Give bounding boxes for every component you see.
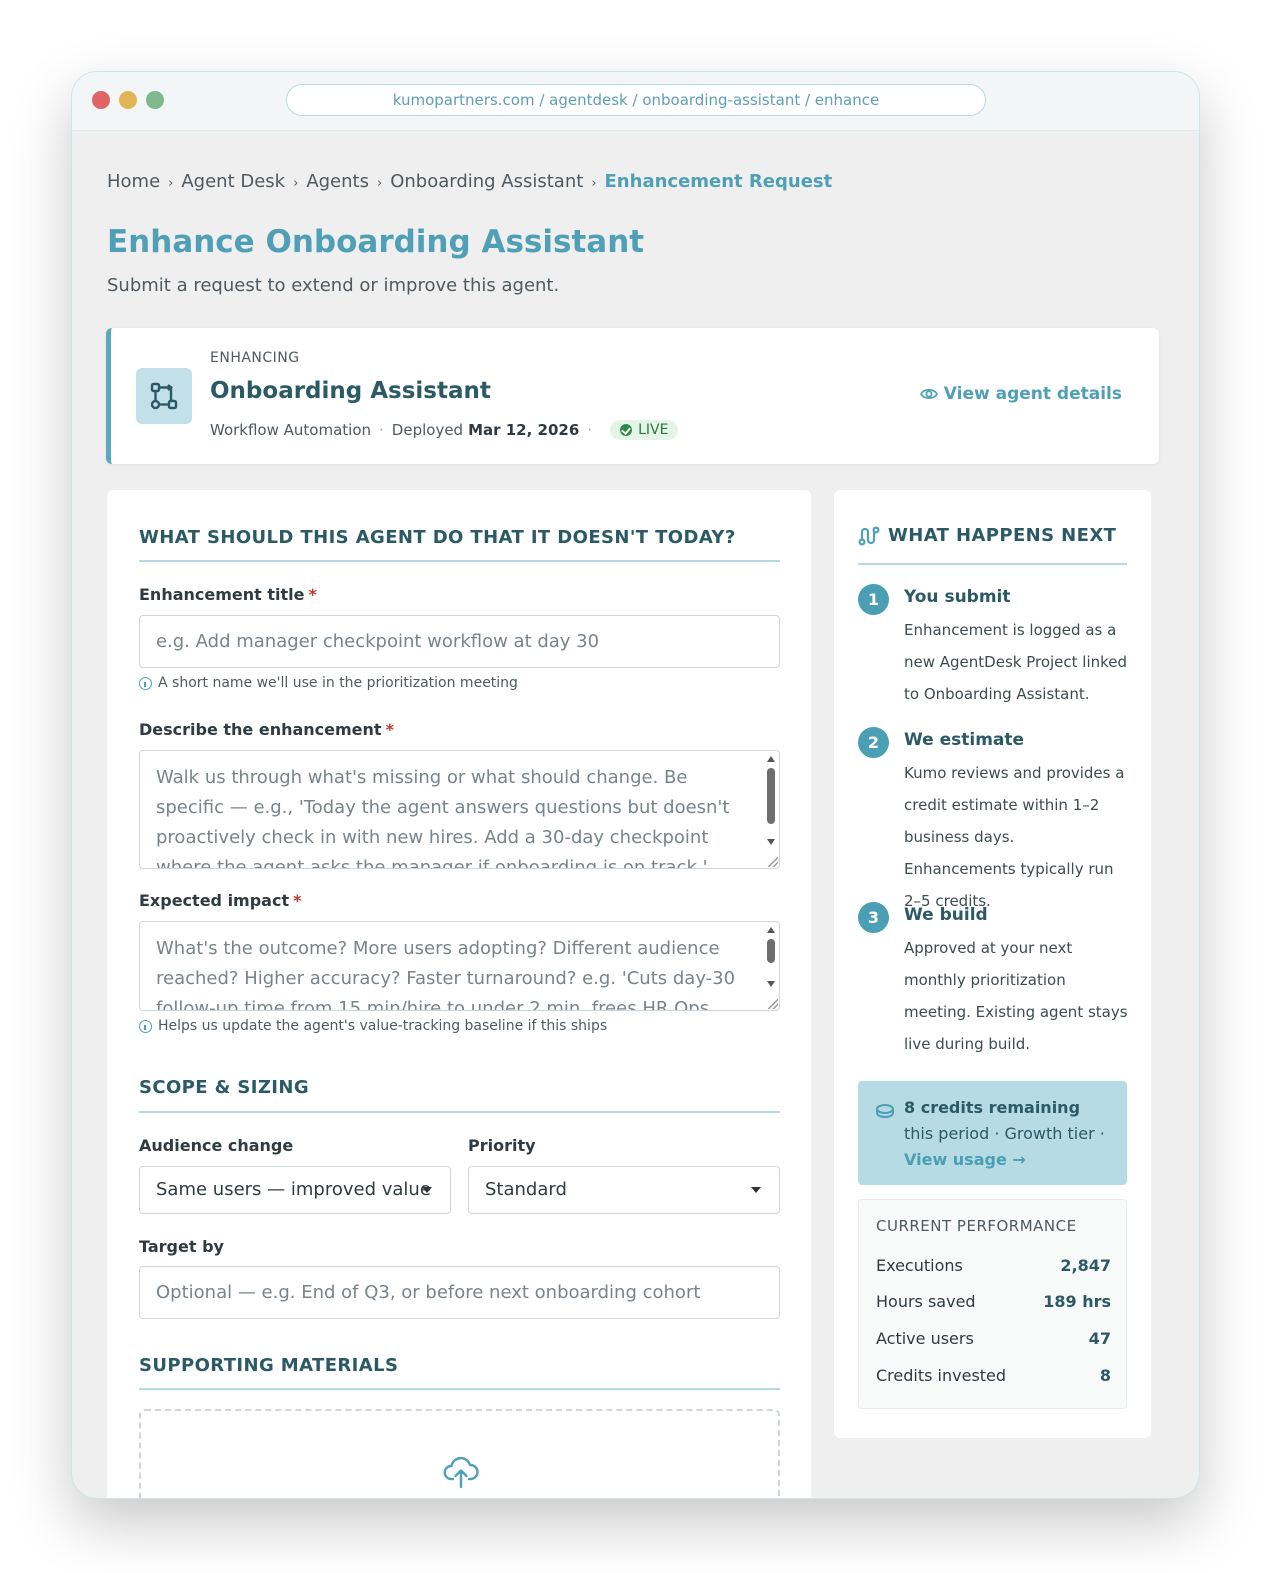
step-description: Approved at your next monthly prioritization meeting. Existing agent stays live during build. — [904, 939, 1128, 1053]
credits-period: this period · Growth tier · — [904, 1124, 1105, 1143]
file-dropzone[interactable] — [139, 1409, 780, 1499]
route-icon — [858, 526, 880, 546]
eye-icon — [920, 387, 938, 401]
enhancement-title-input[interactable] — [139, 615, 780, 668]
chevron-down-icon — [422, 1187, 432, 1193]
section-title-materials: SUPPORTING MATERIALS — [139, 1355, 399, 1376]
performance-row: Active users 47 — [876, 1329, 1111, 1348]
breadcrumb-separator: › — [376, 176, 383, 191]
view-usage-link[interactable]: View usage → — [904, 1150, 1026, 1169]
maximize-window-button[interactable] — [146, 91, 164, 109]
enhancement-title-hint: A short name we'll use in the prioritization meeting — [139, 675, 518, 691]
agent-category: Workflow Automation — [210, 421, 372, 439]
side-panel-title — [858, 525, 1116, 546]
impact-scrollbar[interactable] — [764, 923, 778, 1009]
step-title: We estimate — [904, 730, 1025, 750]
meta-separator: · — [587, 421, 593, 439]
section-divider — [139, 1111, 780, 1113]
coins-icon — [875, 1103, 895, 1119]
browser-titlebar — [72, 72, 1199, 131]
expected-impact-wrapper — [139, 921, 780, 1011]
view-agent-details-link[interactable] — [920, 384, 1122, 404]
cloud-upload-icon — [443, 1455, 479, 1489]
step-description: Enhancement is logged as a new AgentDesk Project linked to Onboarding Assistant. — [904, 621, 1128, 703]
page-title: Enhance Onboarding Assistant — [107, 224, 645, 260]
deployed-date: Mar 12, 2026 — [468, 421, 580, 439]
current-performance-panel — [858, 1199, 1127, 1409]
check-circle-icon — [620, 424, 632, 436]
step-number: 3 — [858, 902, 889, 933]
audience-change-select[interactable] — [139, 1166, 451, 1214]
page-content — [72, 130, 1199, 1498]
workflow-icon — [136, 368, 192, 424]
expected-impact-hint: Helps us update the agent's value-tracking baseline if this ships — [139, 1018, 607, 1034]
minimize-window-button[interactable] — [119, 91, 137, 109]
resize-handle[interactable] — [768, 999, 778, 1009]
priority-value: Standard — [485, 1179, 567, 1200]
section-divider — [139, 560, 780, 562]
performance-row: Hours saved 189 hrs — [876, 1292, 1111, 1311]
agent-summary-card — [106, 328, 1159, 464]
priority-select[interactable] — [468, 1166, 780, 1214]
info-icon — [139, 1020, 152, 1033]
info-icon — [139, 677, 152, 690]
breadcrumb-onboarding-assistant[interactable]: Onboarding Assistant — [390, 171, 584, 192]
expected-impact-label: Expected impact * — [139, 891, 302, 910]
enhancement-title-label: Enhancement title * — [139, 585, 317, 604]
section-divider — [858, 563, 1127, 565]
meta-separator: · — [379, 421, 384, 439]
what-happens-next-panel — [834, 490, 1151, 1438]
describe-enhancement-wrapper — [139, 750, 780, 869]
performance-row: Executions 2,847 — [876, 1256, 1111, 1275]
step-number: 2 — [858, 727, 889, 758]
chevron-down-icon — [751, 1187, 761, 1193]
section-title-what: WHAT SHOULD THIS AGENT DO THAT IT DOESN'T TODAY? — [139, 527, 736, 548]
status-badge — [610, 420, 678, 440]
priority-label: Priority — [468, 1136, 536, 1155]
deployed-label: Deployed — [391, 421, 464, 439]
browser-window — [71, 71, 1200, 1499]
target-by-label: Target by — [139, 1237, 224, 1256]
page-subtitle: Submit a request to extend or improve this agent. — [107, 275, 560, 296]
performance-row: Credits invested 8 — [876, 1366, 1111, 1385]
expected-impact-textarea[interactable] — [139, 921, 780, 1011]
agent-meta — [210, 420, 678, 440]
address-bar[interactable]: kumopartners.com / agentdesk / onboarding-assistant / enhance — [286, 84, 986, 116]
agent-name: Onboarding Assistant — [210, 378, 491, 404]
step-number: 1 — [858, 584, 889, 615]
step-description: Kumo reviews and provides a credit estimate within 1–2 business days. Enhancements typically run 2–5 credits. — [904, 764, 1125, 910]
breadcrumb — [107, 171, 832, 192]
section-divider — [139, 1388, 780, 1390]
credits-amount: 8 credits remaining — [904, 1098, 1081, 1117]
breadcrumb-separator: › — [168, 176, 174, 191]
audience-change-value: Same users — improved value — [156, 1179, 431, 1200]
side-panel-title-label: WHAT HAPPENS NEXT — [888, 525, 1117, 546]
resize-handle[interactable] — [768, 857, 778, 867]
enhancement-form — [107, 490, 811, 1499]
breadcrumb-home[interactable]: Home — [107, 171, 161, 192]
step-title: You submit — [904, 587, 1011, 607]
credits-remaining-banner — [858, 1081, 1127, 1185]
describe-enhancement-label: Describe the enhancement * — [139, 720, 394, 739]
agent-eyebrow: ENHANCING — [210, 350, 300, 366]
breadcrumb-current: Enhancement Request — [604, 171, 833, 192]
breadcrumb-agent-desk[interactable]: Agent Desk — [181, 171, 286, 192]
describe-scrollbar[interactable] — [764, 752, 778, 867]
view-agent-details-label: View agent details — [943, 384, 1122, 404]
step-title: We build — [904, 905, 988, 925]
section-title-scope: SCOPE & SIZING — [139, 1077, 310, 1098]
breadcrumb-agents[interactable]: Agents — [306, 171, 369, 192]
breadcrumb-separator: › — [591, 176, 597, 191]
breadcrumb-separator: › — [293, 176, 299, 191]
audience-change-label: Audience change — [139, 1136, 294, 1155]
performance-title: CURRENT PERFORMANCE — [876, 1217, 1077, 1235]
target-by-input[interactable] — [139, 1266, 780, 1319]
describe-enhancement-textarea[interactable] — [139, 750, 780, 869]
status-badge-label: LIVE — [638, 422, 669, 438]
close-window-button[interactable] — [92, 91, 110, 109]
